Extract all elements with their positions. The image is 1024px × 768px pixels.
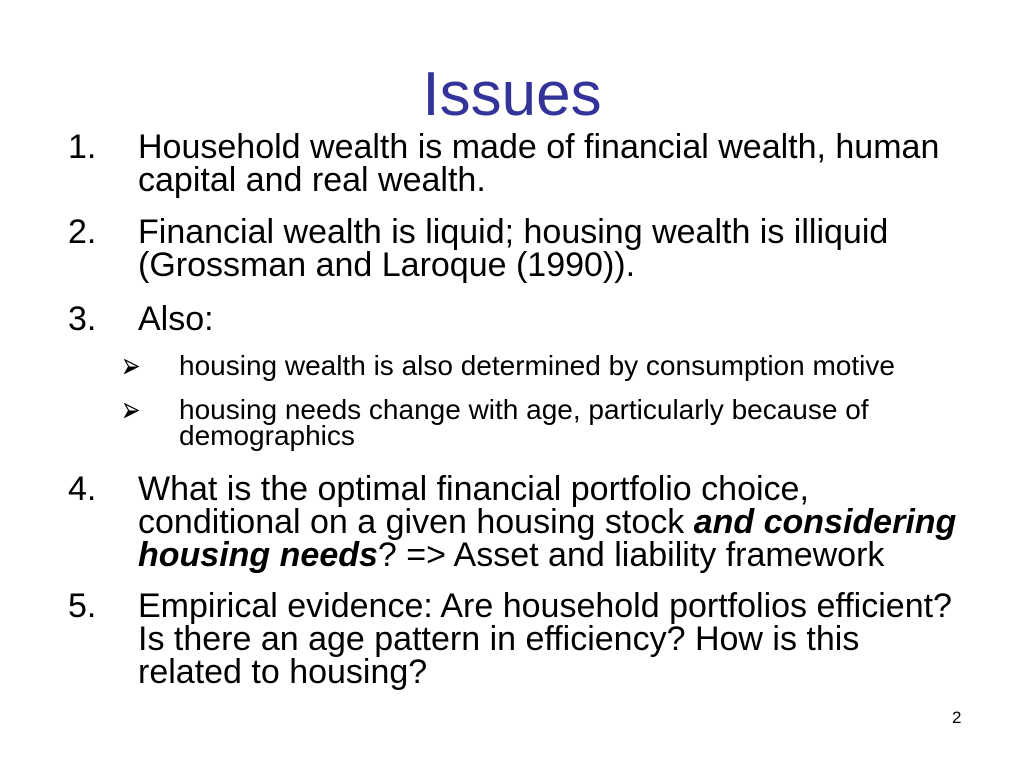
text-line [138, 503, 957, 541]
text-segment: What is the optimal financial portfolio choice, [138, 470, 809, 508]
item-number: 5. [68, 587, 97, 625]
arrowhead-bullet-icon [124, 359, 139, 374]
arrowhead-bullet-icon [124, 403, 139, 418]
text-line: Also: [138, 300, 214, 338]
text-segment: conditional on a given housing stock [138, 503, 694, 541]
slide-title: Issues [422, 60, 602, 129]
text-line: Is there an age pattern in efficiency? How is this [138, 620, 860, 658]
item-number: 3. [68, 300, 97, 338]
text-line: (Grossman and Laroque (1990)). [138, 246, 636, 284]
text-line: Empirical evidence: Are household portfolios efficient? [138, 587, 952, 625]
sub-item-text [179, 394, 869, 451]
arrowhead-bullet-icon [124, 359, 139, 374]
page-number: 2 [952, 708, 962, 727]
text-line: Household wealth is made of financial wealth, human [138, 128, 940, 166]
text-line: housing needs change with age, particularly because of [179, 394, 869, 425]
text-line: capital and real wealth. [138, 161, 486, 199]
item-text [138, 470, 957, 574]
item-text [138, 300, 214, 338]
item-text [138, 128, 940, 199]
arrowhead-bullet-icon [124, 403, 139, 418]
emphasized-text: and considering [693, 503, 957, 541]
item-text [138, 213, 889, 284]
text-segment: ? => Asset and liability framework [377, 536, 885, 574]
item-text [138, 587, 952, 691]
text-line: housing wealth is also determined by consumption motive [179, 350, 895, 381]
sub-item-text [179, 350, 895, 381]
item-number: 1. [68, 128, 97, 166]
item-number: 2. [68, 213, 97, 251]
item-number: 4. [68, 470, 97, 508]
text-line: demographics [179, 420, 355, 451]
text-line: Financial wealth is liquid; housing wealth is illiquid [138, 213, 889, 251]
text-line [138, 470, 956, 508]
emphasized-text: housing needs [138, 536, 378, 574]
text-line: related to housing? [138, 653, 428, 691]
text-line [138, 536, 956, 574]
